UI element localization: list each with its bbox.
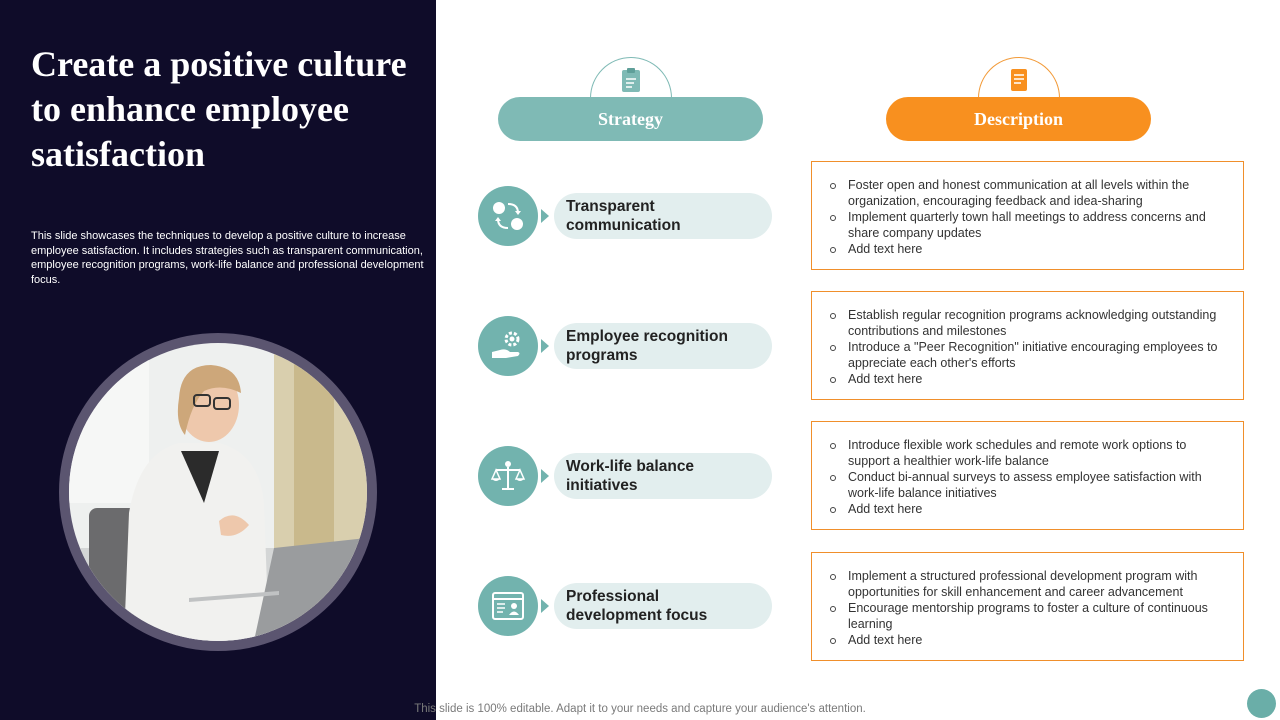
- footer-note: This slide is 100% editable. Adapt it to your needs and capture your audience's attention.: [414, 703, 866, 715]
- hand-gear-icon: [490, 328, 526, 364]
- strategy-header-arch: [590, 57, 672, 99]
- balance-scale-icon: [490, 458, 526, 494]
- profile-browser-icon: [490, 588, 526, 624]
- bullet-item: Add text here: [828, 632, 1231, 648]
- description-document-icon: [1008, 67, 1030, 93]
- strategy-clipboard-icon: [620, 67, 642, 93]
- strategy-header: Strategy: [498, 97, 763, 141]
- strategy-4-circle: [478, 576, 538, 636]
- bullet-item: Add text here: [828, 501, 1231, 517]
- strategy-4-arrow: [541, 599, 549, 613]
- strategy-3-pill: [554, 453, 772, 499]
- strategy-1-circle: [478, 186, 538, 246]
- bullet-item: Introduce flexible work schedules and remote work options to support a healthier work-life balance: [828, 437, 1231, 469]
- strategy-2-pill: [554, 323, 772, 369]
- description-header-arch: [978, 57, 1060, 99]
- strategy-1-label: Transparent communication: [566, 198, 681, 234]
- description-header: Description: [886, 97, 1151, 141]
- strategy-2-arrow: [541, 339, 549, 353]
- description-box-1: [811, 161, 1244, 270]
- strategy-1-arrow: [541, 209, 549, 223]
- strategy-2-label: Employee recognition programs: [566, 328, 728, 364]
- strategy-2-circle: [478, 316, 538, 376]
- strategy-1-pill: [554, 193, 772, 239]
- bullet-item: Add text here: [828, 241, 1231, 257]
- description-box-4: [811, 552, 1244, 661]
- strategy-4-label: Professional development focus: [566, 588, 708, 624]
- corner-decoration: [1247, 689, 1276, 718]
- bullet-item: Foster open and honest communication at all levels within the organization, encouraging feedback and idea-sharing: [828, 177, 1231, 209]
- strategy-3-circle: [478, 446, 538, 506]
- communication-exchange-icon: [490, 198, 526, 234]
- bullet-item: Add text here: [828, 371, 1231, 387]
- strategy-3-arrow: [541, 469, 549, 483]
- bullet-item: Establish regular recognition programs acknowledging outstanding contributions and milestones: [828, 307, 1231, 339]
- bullet-item: Conduct bi-annual surveys to assess employee satisfaction with work-life balance initiatives: [828, 469, 1231, 501]
- strategy-4-pill: [554, 583, 772, 629]
- employee-photo: [69, 343, 367, 641]
- description-box-3: [811, 421, 1244, 530]
- slide-title: Create a positive culture to enhance employee satisfaction: [31, 44, 407, 174]
- bullet-item: Encourage mentorship programs to foster a culture of continuous learning: [828, 600, 1231, 632]
- description-box-2: [811, 291, 1244, 400]
- bullet-item: Implement a structured professional development program with opportunities for skill enhancement and career advancement: [828, 568, 1231, 600]
- bullet-item: Implement quarterly town hall meetings to address concerns and share company updates: [828, 209, 1231, 241]
- slide-subtitle: This slide showcases the techniques to develop a positive culture to increase employee satisfaction. It includes strategies such as transparent communication, employee recognition programs, work-life balance and professional development focus.: [31, 230, 424, 286]
- bullet-item: Introduce a "Peer Recognition" initiative encouraging employees to appreciate each other's efforts: [828, 339, 1231, 371]
- strategy-3-label: Work-life balance initiatives: [566, 458, 695, 494]
